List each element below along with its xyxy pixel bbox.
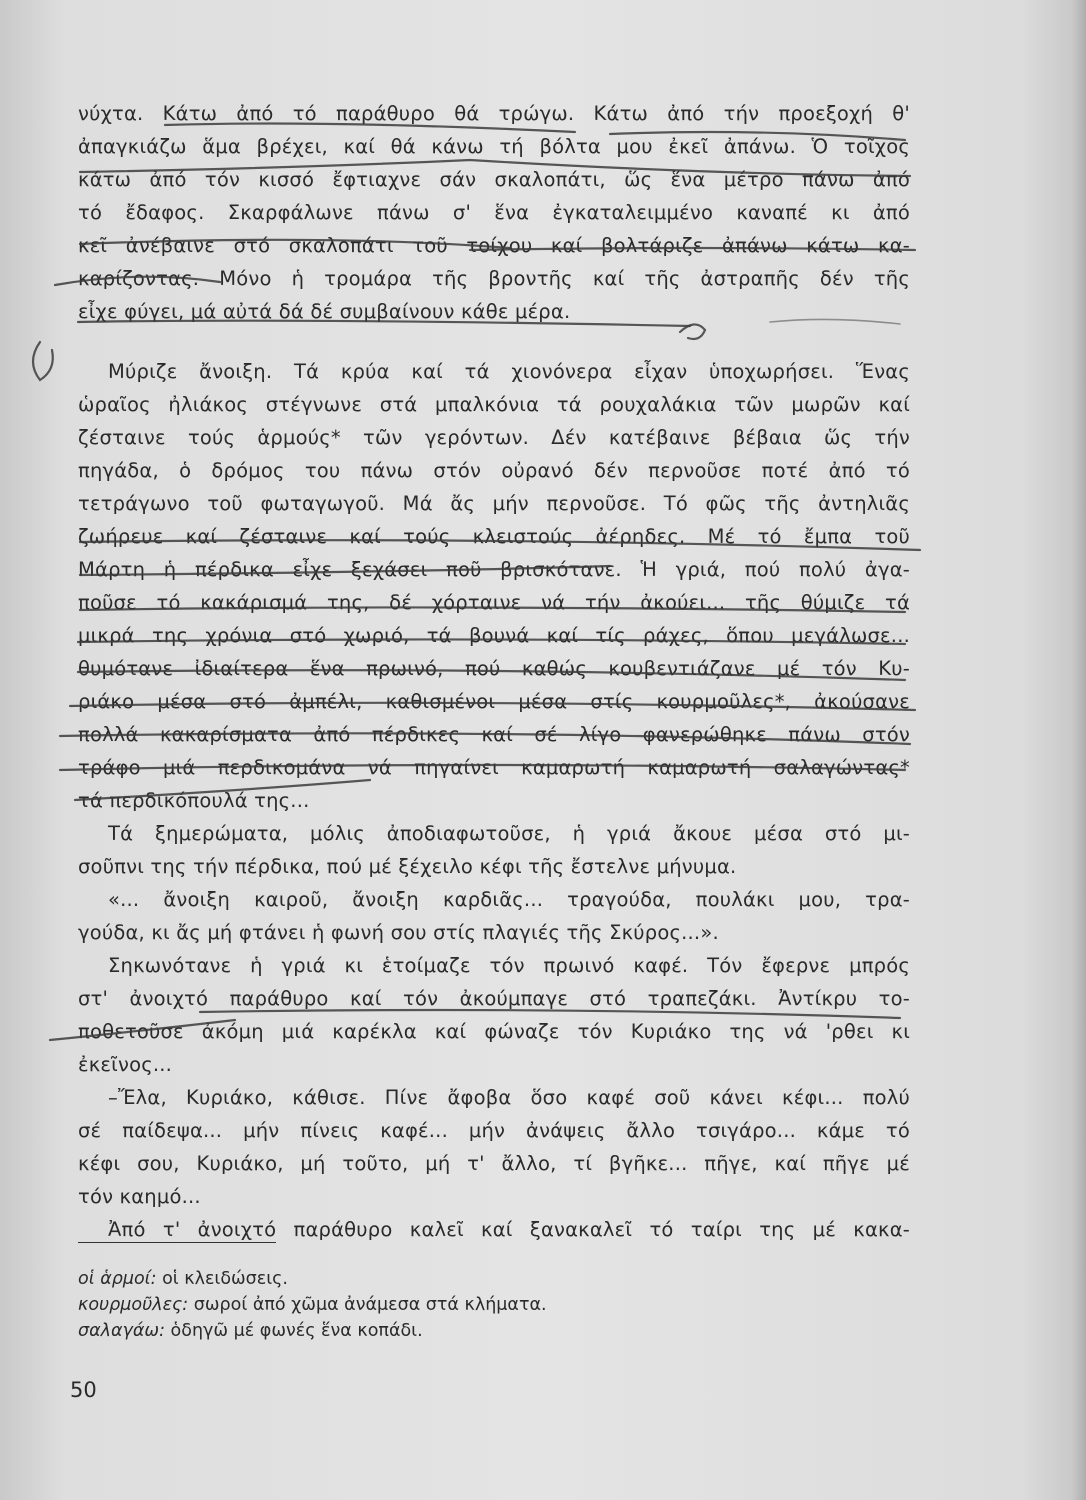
page-number: 50 [70, 1378, 97, 1402]
footnote-rule [78, 1242, 276, 1243]
text-line: πηγάδα, ὁ δρόμος του πάνω στόν οὐρανό δέν περνοῦσε ποτέ ἀπό τό [78, 459, 910, 482]
text-line: Σηκωνότανε ἡ γριά κι ἑτοίμαζε τόν πρωινό καφέ. Τόν ἔφερνε μπρός [108, 954, 910, 977]
text-line: σοῦπνι της τήν πέρδικα, πού μέ ξέχειλο κέφι τῆς ἔστελνε μήνυμα. [78, 855, 737, 878]
text-line: Μάρτη ἡ πέρδικα εἶχε ξεχάσει ποῦ βρισκότανε. Ἡ γριά, πού πολύ ἀγα- [78, 558, 910, 581]
text-line: κέφι σου, Κυριάκο, μή τοῦτο, μή τ' ἄλλο, τί βγῆκε... πῆγε, καί πῆγε μέ [78, 1152, 910, 1175]
text-line: γούδα, κι ἄς μή φτάνει ἡ φωνή σου στίς πλαγιές τῆς Σκύρος...». [78, 921, 719, 944]
text-line: –Ἔλα, Κυριάκο, κάθισε. Πίνε ἄφοβα ὅσο καφέ σοῦ κάνει κέφι... πολύ [108, 1086, 910, 1109]
text-line: εἶχε φύγει, μά αὐτά δά δέ συμβαίνουν κάθε μέρα. [78, 300, 571, 323]
text-line: τετράγωνο τοῦ φωταγωγοῦ. Μά ἄς μήν περνοῦσε. Τό φῶς τῆς ἀντηλιᾶς [78, 492, 910, 515]
footnote-term: κουρμοῦλες: [78, 1295, 189, 1315]
text-line: θυμότανε ἰδιαίτερα ἕνα πρωινό, πού καθώς κουβεντιάζανε μέ τόν Κυ- [78, 657, 910, 680]
footnote-term: οἱ ἁρμοί: [78, 1269, 157, 1289]
text-line: ζέσταινε τούς ἁρμούς* τῶν γερόντων. Δέν κατέβαινε βέβαια ὥς τήν [78, 426, 910, 449]
text-line: ἀπαγκιάζω ἅμα βρέχει, καί θά κάνω τή βόλτα μου ἐκεῖ ἀπάνω. Ὁ τοῖχος [78, 135, 910, 158]
footnote-term: σαλαγάω: [78, 1321, 165, 1341]
text-line: τά περδικόπουλά της... [78, 789, 310, 812]
text-line: «... ἄνοιξη καιροῦ, ἄνοιξη καρδιᾶς... τραγούδα, πουλάκι μου, τρα- [108, 888, 910, 911]
text-line: πολλά κακαρίσματα ἀπό πέρδικες καί σέ λίγο φανερώθηκε πάνω στόν [78, 723, 910, 746]
text-line: σέ παίδεψα... μήν πίνεις καφέ... μήν ἀνάψεις ἄλλο τσιγάρο... κάμε τό [78, 1119, 910, 1142]
text-line: τόν καημό... [78, 1185, 201, 1208]
text-line: μικρά της χρόνια στό χωριό, τά βουνά καί τίς ράχες, ὅπου μεγάλωσε... [78, 624, 910, 647]
text-line: κάτω ἀπό τόν κισσό ἔφτιαχνε σάν σκαλοπάτι, ὥς ἕνα μέτρο πάνω ἀπό [78, 168, 910, 191]
text-line: τό ἔδαφος. Σκαρφάλωνε πάνω σ' ἕνα ἐγκαταλειμμένο καναπέ κι ἀπό [78, 201, 910, 224]
text-line: ζωήρευε καί ζέσταινε καί τούς κλειστούς ἀέρηδες. Μέ τό ἔμπα τοῦ [78, 525, 910, 548]
text-line: ποῦσε τό κακάρισμά της, δέ χόρταινε νά τήν ἀκούει... τῆς θύμιζε τά [78, 591, 910, 614]
text-line: Μύριζε ἄνοιξη. Τά κρύα καί τά χιονόνερα εἶχαν ὑποχωρήσει. Ἕνας [108, 360, 910, 383]
text-line: καρίζοντας. Μόνο ἡ τρομάρα τῆς βροντῆς καί τῆς ἀστραπῆς δέν τῆς [78, 267, 910, 290]
text-line: νύχτα. Κάτω ἀπό τό παράθυρο θά τρώγω. Κάτω ἀπό τήν προεξοχή θ' [78, 102, 910, 125]
text-line: ὡραῖος ἠλιάκος στέγνωνε στά μπαλκόνια τά ρουχαλάκια τῶν μωρῶν καί [78, 393, 910, 416]
footnote [78, 1318, 778, 1344]
text-line: ποθετοῦσε ἀκόμη μιά καρέκλα καί φώναζε τόν Κυριάκο της νά 'ρθει κι [78, 1020, 910, 1043]
footnote [78, 1292, 778, 1318]
footnote [78, 1266, 778, 1292]
text-line: Τά ξημερώματα, μόλις ἀποδιαφωτοῦσε, ἡ γριά ἄκουε μέσα στό μι- [108, 822, 910, 845]
text-line: τράφο μιά περδικομάνα νά πηγαίνει καμαρωτή καμαρωτή σαλαγώντας* [78, 756, 910, 779]
text-line: ριάκο μέσα στό ἀμπέλι, καθισμένοι μέσα στίς κουρμοῦλες*, ἀκούσανε [78, 690, 910, 713]
text-line: ἐκεῖνος... [78, 1053, 173, 1076]
text-line: Ἀπό τ' ἀνοιχτό παράθυρο καλεῖ καί ξανακαλεῖ τό ταίρι της μέ κακα- [108, 1218, 910, 1241]
footnote-text: οἱ κλειδώσεις. [162, 1269, 288, 1289]
text-line: στ' ἀνοιχτό παράθυρο καί τόν ἀκούμπαγε στό τραπεζάκι. Ἀντίκρυ το- [78, 987, 910, 1010]
text-line: κεῖ ἀνέβαινε στό σκαλοπάτι τοῦ τοίχου καί βολτάριζε ἀπάνω κάτω κα- [78, 234, 910, 257]
footnote-text: σωροί ἀπό χῶμα ἀνάμεσα στά κλήματα. [193, 1295, 547, 1315]
footnote-text: ὁδηγῶ μέ φωνές ἕνα κοπάδι. [170, 1321, 423, 1341]
